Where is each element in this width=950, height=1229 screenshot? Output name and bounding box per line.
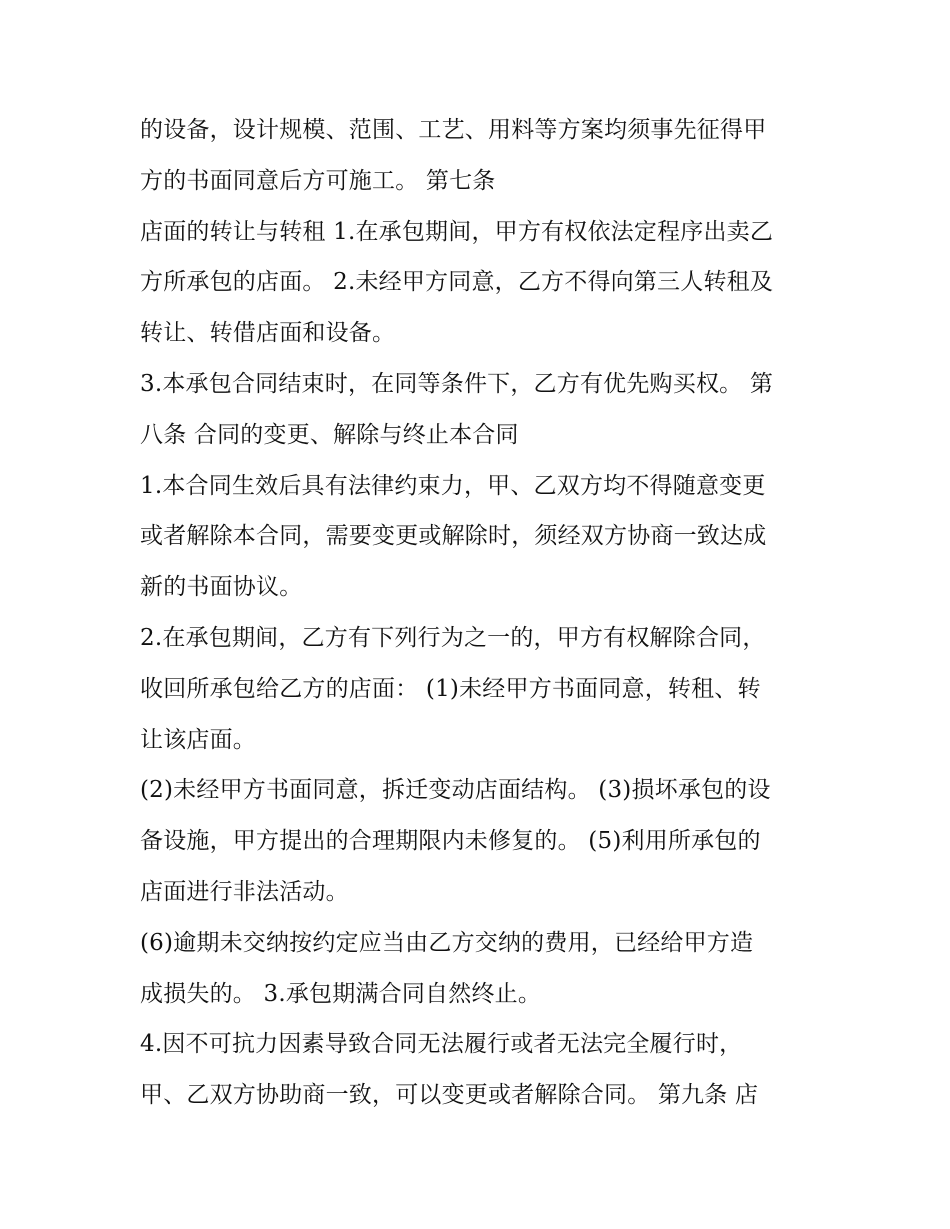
text-line: 备设施，甲方提出的合理期限内未修复的。 (5)利用所承包的 <box>140 828 761 855</box>
text-line: 店面的转让与转租 1.在承包期间，甲方有权依法定程序出卖乙 <box>140 218 774 245</box>
contract-text <box>140 105 840 1121</box>
text-line: 转让、转借店面和设备。 <box>140 320 396 347</box>
text-line: 2.在承包期间，乙方有下列行为之一的，甲方有权解除合同， <box>140 624 766 651</box>
text-line: 成损失的。 3.承包期满合同自然终止。 <box>140 980 542 1007</box>
text-line: 3.本承包合同结束时，在同等条件下，乙方有优先购买权。 第 <box>140 370 774 397</box>
text-line: 让该店面。 <box>140 726 256 753</box>
text-line: 方的书面同意后方可施工。 第七条 <box>140 167 496 194</box>
text-line: 收回所承包给乙方的店面： (1)未经甲方书面同意，转租、转 <box>140 675 761 702</box>
text-line: (2)未经甲方书面同意，拆迁变动店面结构。 (3)损坏承包的设 <box>140 777 771 804</box>
text-line: 1.本合同生效后具有法律约束力，甲、乙双方均不得随意变更 <box>140 472 766 499</box>
text-line: (6)逾期未交纳按约定应当由乙方交纳的费用，已经给甲方造 <box>140 929 754 956</box>
text-line: 店面进行非法活动。 <box>140 878 349 905</box>
text-line: 或者解除本合同，需要变更或解除时，须经双方协商一致达成 <box>140 523 767 550</box>
text-line: 的设备，设计规模、范围、工艺、用料等方案均须事先征得甲 <box>140 117 767 143</box>
text-line: 甲、乙双方协助商一致，可以变更或者解除合同。 第九条 店 <box>140 1082 759 1109</box>
text-line: 4.因不可抗力因素导致合同无法履行或者无法完全履行时， <box>140 1031 743 1058</box>
text-line: 方所承包的店面。 2.未经甲方同意，乙方不得向第三人转租及 <box>140 269 774 296</box>
text-line: 新的书面协议。 <box>140 574 303 601</box>
text-line: 八条 合同的变更、解除与终止本合同 <box>140 421 519 448</box>
